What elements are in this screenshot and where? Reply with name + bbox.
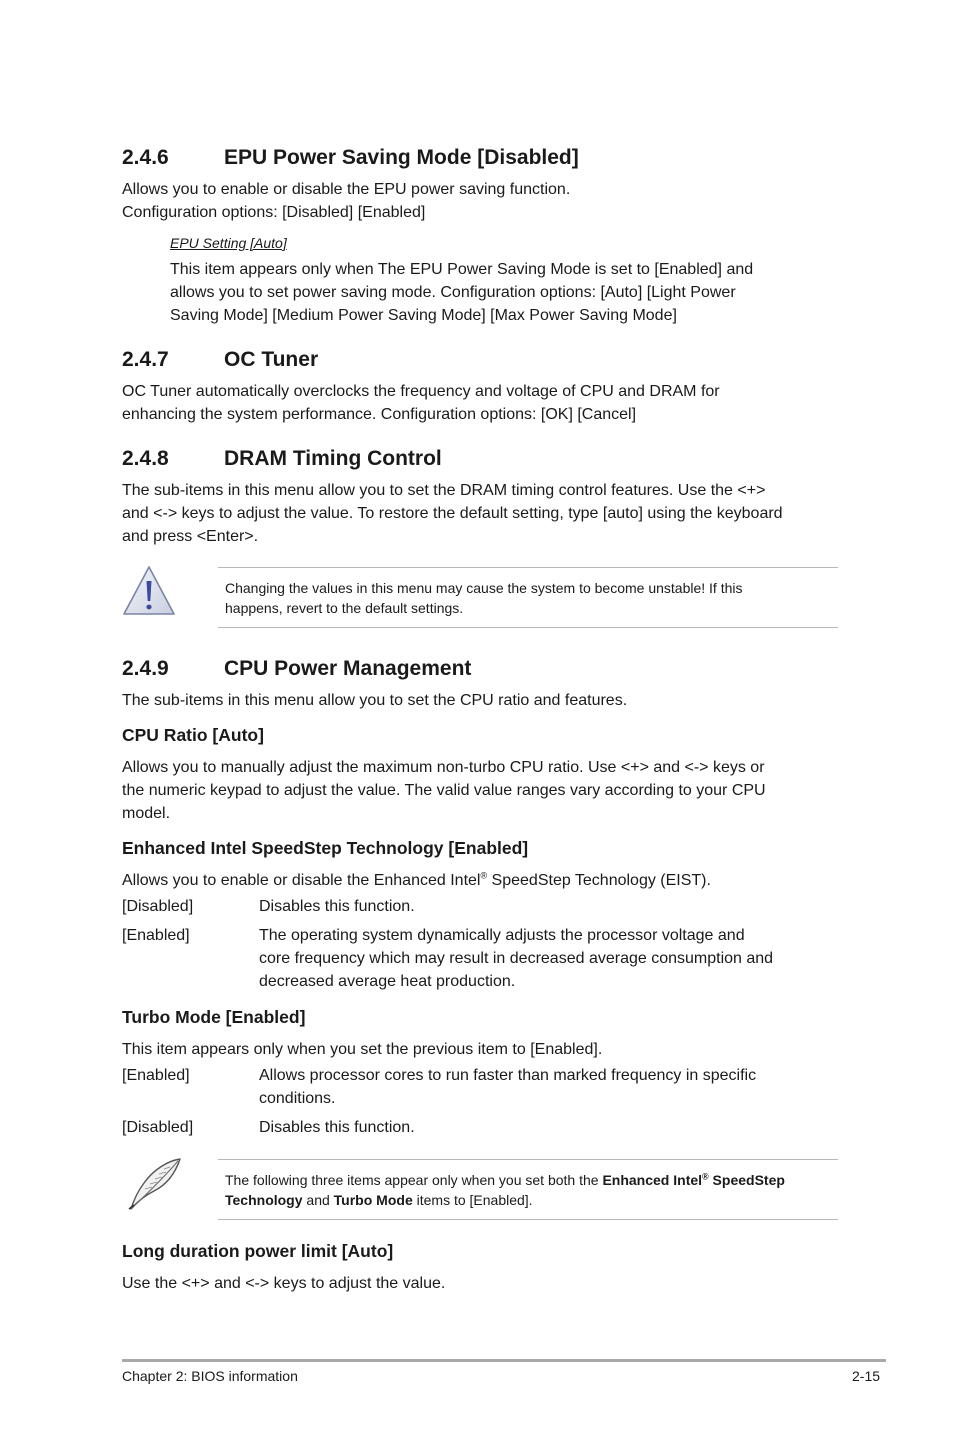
option-key: [Disabled]	[122, 898, 194, 915]
feather-pen-icon	[124, 1155, 186, 1213]
divider	[218, 1219, 838, 1220]
paragraph: OC Tuner automatically overclocks the frequency and voltage of CPU and DRAM for	[122, 383, 720, 400]
option-desc: core frequency which may result in decreased average consumption and	[259, 950, 774, 967]
warning-icon	[122, 563, 178, 619]
option-desc: conditions.	[259, 1090, 336, 1107]
page-number: 2-15	[852, 1368, 881, 1384]
paragraph: Use the <+> and <-> keys to adjust the value.	[122, 1275, 446, 1292]
note-text	[225, 1190, 533, 1210]
paragraph: model.	[122, 805, 171, 822]
paragraph: This item appears only when The EPU Power Saving Mode is set to [Enabled] and	[170, 261, 754, 278]
paragraph: Configuration options: [Disabled] [Enabled]	[122, 204, 426, 221]
text: The following three items appear only when you set both the	[225, 1172, 603, 1188]
divider	[218, 1159, 838, 1160]
option-desc: Disables this function.	[259, 898, 415, 915]
item-title: Enhanced Intel SpeedStep Technology [Enabled]	[122, 838, 529, 858]
option-key: [Enabled]	[122, 1067, 190, 1084]
paragraph: The sub-items in this menu allow you to set the DRAM timing control features. Use the <+>	[122, 482, 766, 499]
paragraph: and press <Enter>.	[122, 528, 259, 545]
item-title: Long duration power limit [Auto]	[122, 1241, 394, 1261]
option-desc: Disables this function.	[259, 1119, 415, 1136]
paragraph: the numeric keypad to adjust the value. The valid value ranges vary according to your CPU	[122, 782, 766, 799]
text: SpeedStep Technology (EIST).	[487, 872, 711, 889]
paragraph: and <-> keys to adjust the value. To restore the default setting, type [auto] using the keyboard	[122, 505, 783, 522]
text: Turbo Mode	[333, 1192, 413, 1208]
paragraph: allows you to set power saving mode. Configuration options: [Auto] [Light Power	[170, 284, 736, 301]
item-title: CPU Ratio [Auto]	[122, 725, 264, 745]
option-desc: Allows processor cores to run faster than marked frequency in specific	[259, 1067, 757, 1084]
option-key: [Enabled]	[122, 927, 190, 944]
option-desc: decreased average heat production.	[259, 973, 516, 990]
item-title: Turbo Mode [Enabled]	[122, 1007, 306, 1027]
divider	[218, 567, 838, 568]
section-number: 2.4.7	[122, 348, 169, 371]
section-title: CPU Power Management	[224, 657, 472, 680]
paragraph: Allows you to enable or disable the EPU power saving function.	[122, 181, 571, 198]
text: items to [Enabled].	[412, 1192, 533, 1208]
paragraph: This item appears only when you set the previous item to [Enabled].	[122, 1041, 603, 1058]
paragraph	[122, 869, 711, 892]
text: and	[302, 1192, 334, 1208]
option-key: [Disabled]	[122, 1119, 194, 1136]
paragraph: enhancing the system performance. Configuration options: [OK] [Cancel]	[122, 406, 637, 423]
warning-text: happens, revert to the default settings.	[225, 600, 464, 616]
section-title: DRAM Timing Control	[224, 447, 442, 470]
text: SpeedStep	[708, 1172, 785, 1188]
sub-item-label: EPU Setting [Auto]	[170, 235, 287, 251]
warning-text: Changing the values in this menu may cause the system to become unstable! If this	[225, 580, 743, 596]
paragraph: Saving Mode] [Medium Power Saving Mode] [Max Power Saving Mode]	[170, 307, 677, 324]
section-number: 2.4.8	[122, 447, 169, 470]
note-text	[225, 1170, 785, 1190]
footer-chapter: Chapter 2: BIOS information	[122, 1368, 298, 1384]
registered-mark: ®	[702, 1171, 709, 1182]
text: Technology	[225, 1192, 303, 1208]
footer-rule	[122, 1359, 886, 1362]
section-title: EPU Power Saving Mode [Disabled]	[224, 146, 579, 169]
section-number: 2.4.9	[122, 657, 169, 680]
section-title: OC Tuner	[224, 348, 319, 371]
paragraph: Allows you to manually adjust the maximum non-turbo CPU ratio. Use <+> and <-> keys or	[122, 759, 765, 776]
divider	[218, 627, 838, 628]
text: Allows you to enable or disable the Enhanced Intel	[122, 872, 481, 889]
paragraph: The sub-items in this menu allow you to set the CPU ratio and features.	[122, 692, 628, 709]
option-desc: The operating system dynamically adjusts the processor voltage and	[259, 927, 745, 944]
section-number: 2.4.6	[122, 146, 169, 169]
text: Enhanced Intel	[602, 1172, 703, 1188]
registered-mark: ®	[480, 870, 488, 881]
